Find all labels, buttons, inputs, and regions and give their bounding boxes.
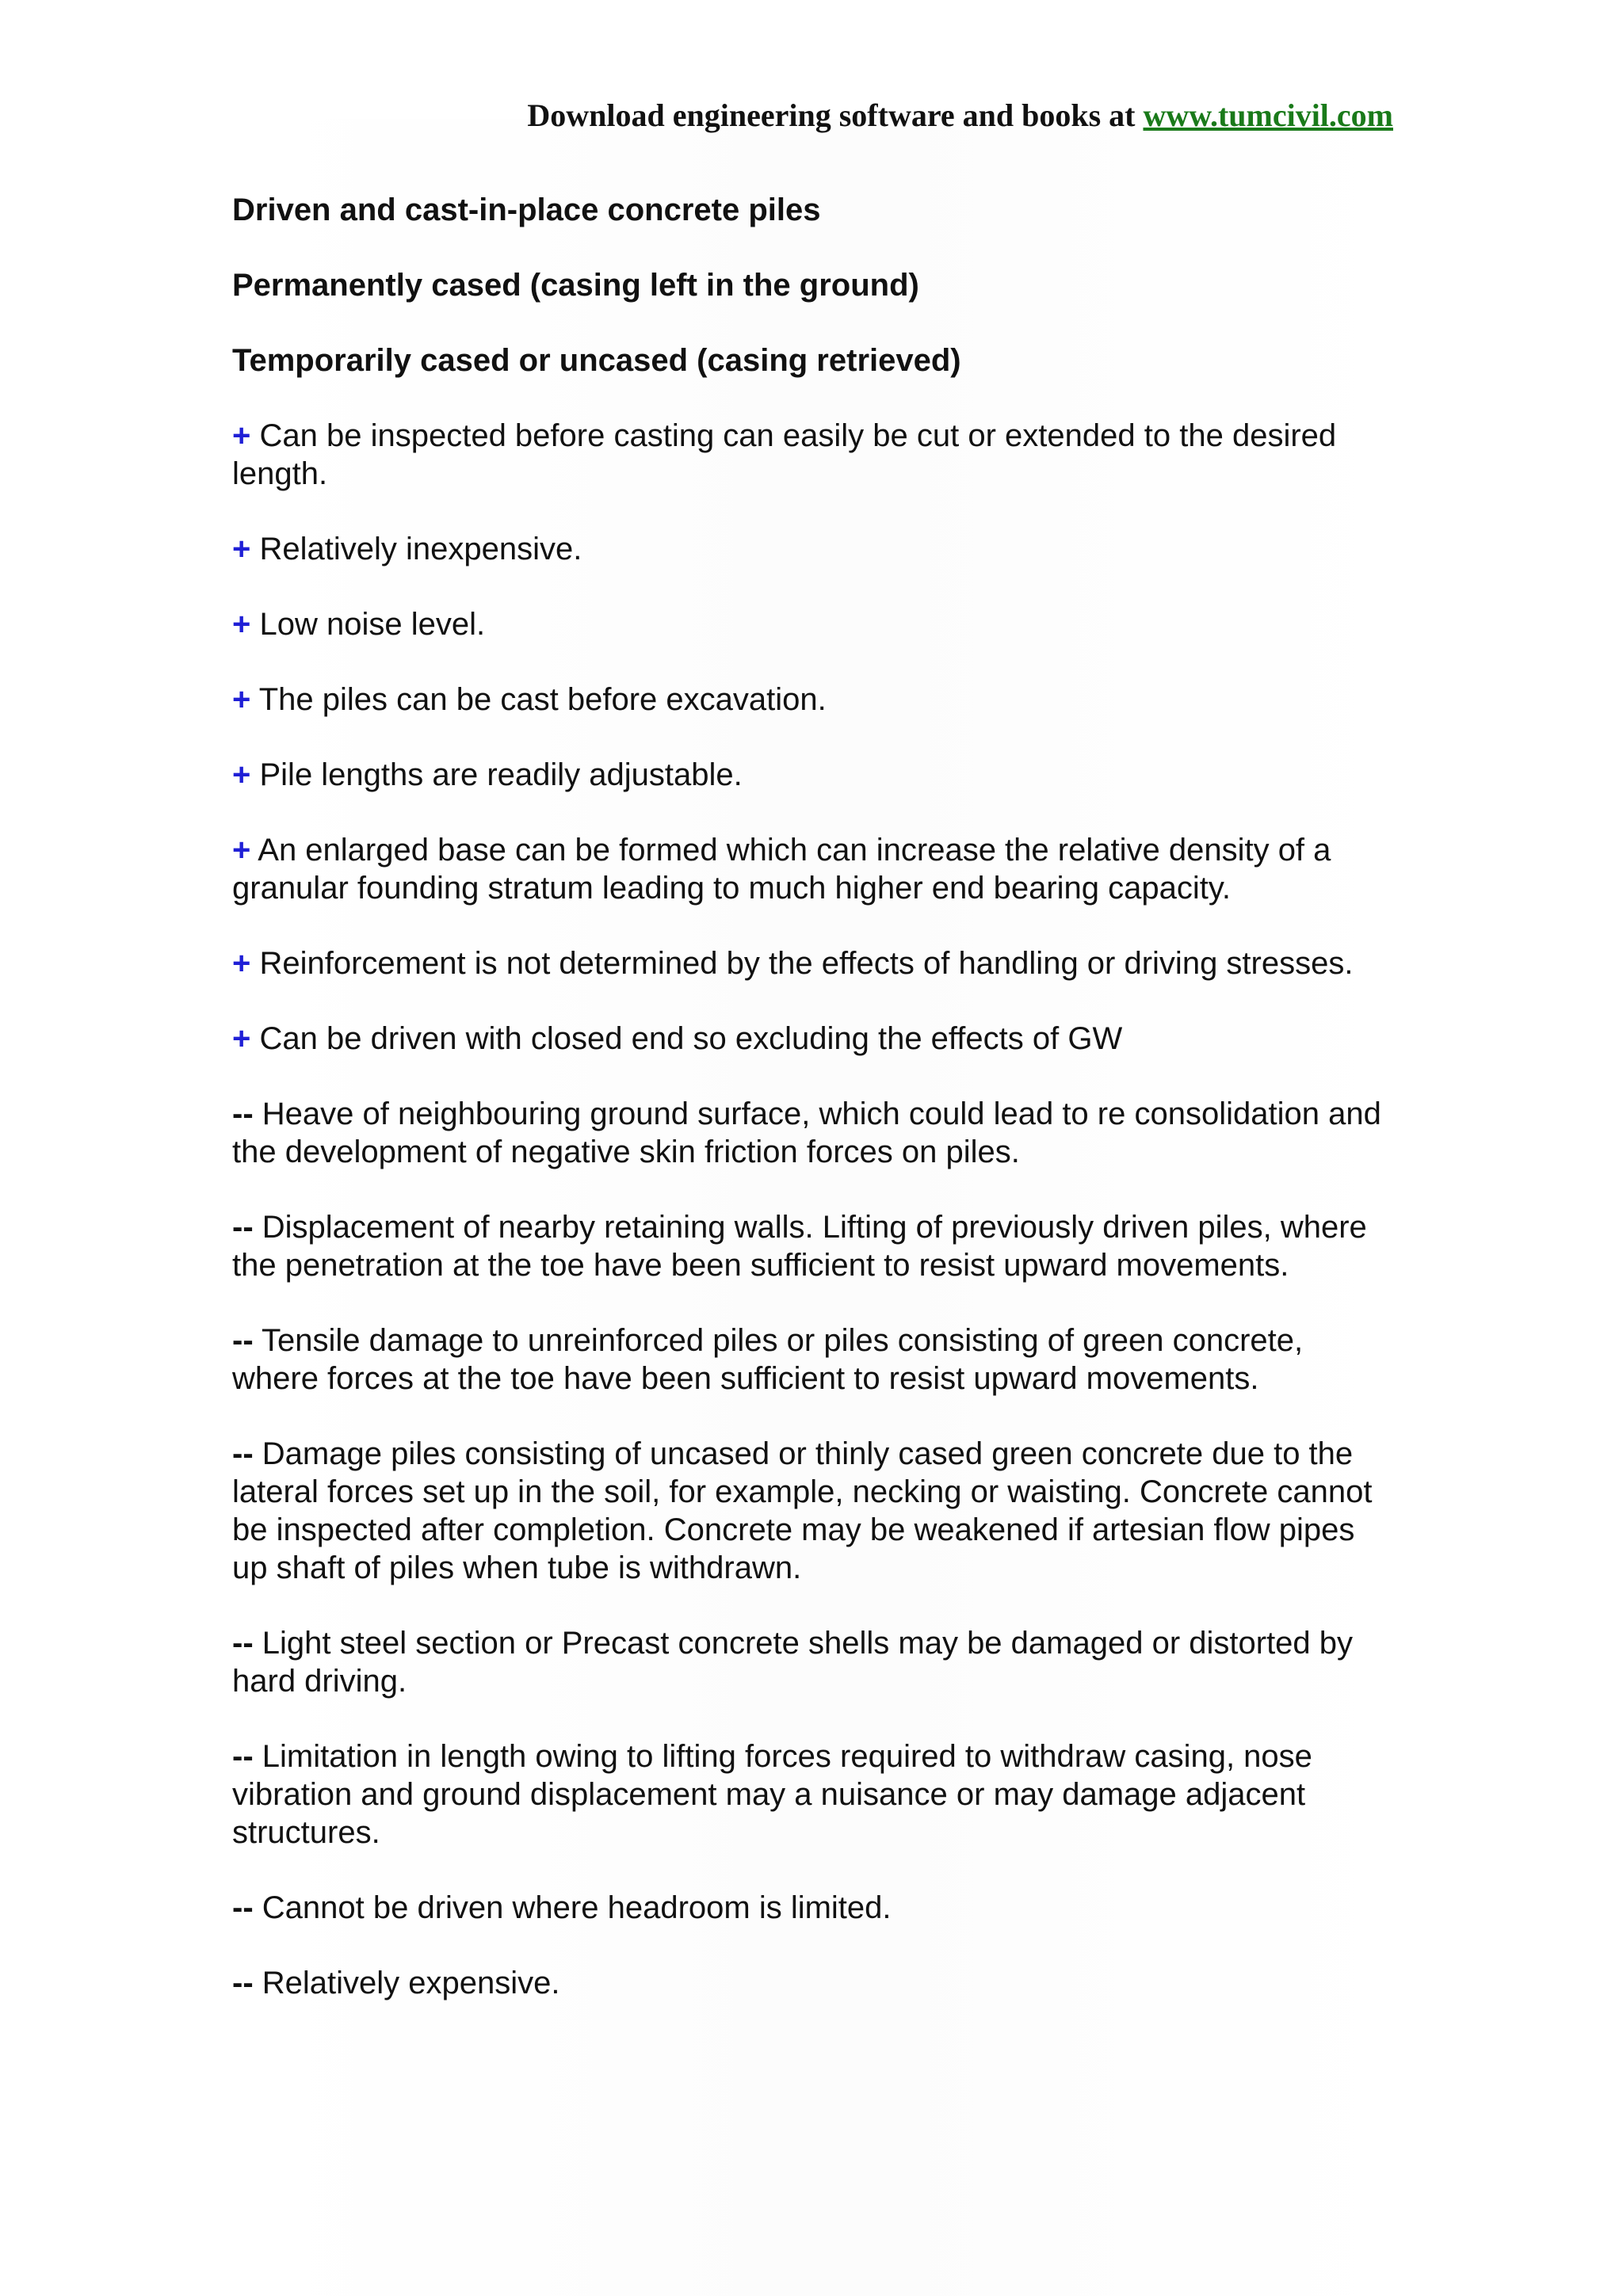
advantage-text: The piles can be cast before excavation. [258,682,827,717]
advantage-item [232,944,1397,982]
disadvantage-item [232,1737,1397,1852]
disadvantage-text: Damage piles consisting of uncased or thinly cased green concrete due to the lateral forces set up in the soil, for example, necking or waisting. Concrete cannot be inspected after completion. Concrete may be weakened if artesian flow pipes up shaft of piles when tube is withdrawn. [232,1436,1373,1585]
advantage-text: Pile lengths are readily adjustable. [259,757,743,792]
plus-marker: + [232,607,251,642]
plus-marker: + [232,757,251,792]
minus-marker: -- [232,1966,254,2000]
advantage-text: Reinforcement is not determined by the effects of handling or driving stresses. [259,946,1354,981]
advantage-item [232,756,1397,794]
disadvantage-item [232,1964,1397,2002]
plus-marker: + [232,532,251,566]
advantage-item [232,681,1397,719]
section-title: Driven and cast-in-place concrete piles [232,193,821,227]
plus-marker: + [232,682,251,717]
advantage-item [232,831,1397,907]
disadvantage-item [232,1435,1397,1587]
advantage-item [232,605,1397,643]
advantage-text: Relatively inexpensive. [259,532,582,566]
document-body [232,191,1397,2039]
minus-marker: -- [232,1097,254,1131]
minus-marker: -- [232,1436,254,1471]
minus-marker: -- [232,1739,254,1774]
plus-marker: + [232,1021,251,1056]
minus-marker: -- [232,1626,254,1661]
subheading-permanently-cased: Permanently cased (casing left in the ground) [232,268,919,303]
banner-text: Download engineering software and books at [527,97,1136,133]
advantage-item [232,1020,1397,1058]
disadvantage-item [232,1095,1397,1171]
plus-marker: + [232,946,251,981]
advantage-item [232,417,1397,493]
disadvantage-item [232,1208,1397,1284]
advantage-text: Low noise level. [259,607,486,642]
download-banner [527,97,1393,134]
advantage-item [232,530,1397,568]
subheading-temporarily-cased: Temporarily cased or uncased (casing retrieved) [232,343,961,378]
minus-marker: -- [232,1323,254,1358]
disadvantage-item [232,1889,1397,1927]
disadvantage-text: Tensile damage to unreinforced piles or piles consisting of green concrete, where forces at the toe have been sufficient to resist upward movements. [232,1323,1304,1396]
minus-marker: -- [232,1210,254,1245]
disadvantage-text: Light steel section or Precast concrete shells may be damaged or distorted by hard driving. [232,1626,1354,1699]
advantage-text: Can be inspected before casting can easily be cut or extended to the desired length. [232,418,1337,491]
advantage-text: An enlarged base can be formed which can increase the relative density of a granular founding stratum leading to much higher end bearing capacity. [232,833,1331,906]
plus-marker: + [232,418,251,453]
advantage-text: Can be driven with closed end so excluding the effects of GW [259,1021,1123,1056]
disadvantage-text: Relatively expensive. [262,1966,560,2000]
plus-marker: + [232,833,251,868]
minus-marker: -- [232,1890,254,1925]
disadvantage-item [232,1322,1397,1398]
disadvantage-item [232,1624,1397,1700]
disadvantage-text: Displacement of nearby retaining walls. Lifting of previously driven piles, where the penetration at the toe have been sufficient to resist upward movements. [232,1210,1367,1283]
disadvantage-text: Limitation in length owing to lifting forces required to withdraw casing, nose vibration and ground displacement may a nuisance or may damage adjacent structures. [232,1739,1312,1850]
disadvantage-text: Cannot be driven where headroom is limited. [262,1890,892,1925]
disadvantage-text: Heave of neighbouring ground surface, which could lead to re consolidation and the development of negative skin friction forces on piles. [232,1097,1381,1169]
banner-link[interactable]: www.tumcivil.com [1143,97,1393,133]
